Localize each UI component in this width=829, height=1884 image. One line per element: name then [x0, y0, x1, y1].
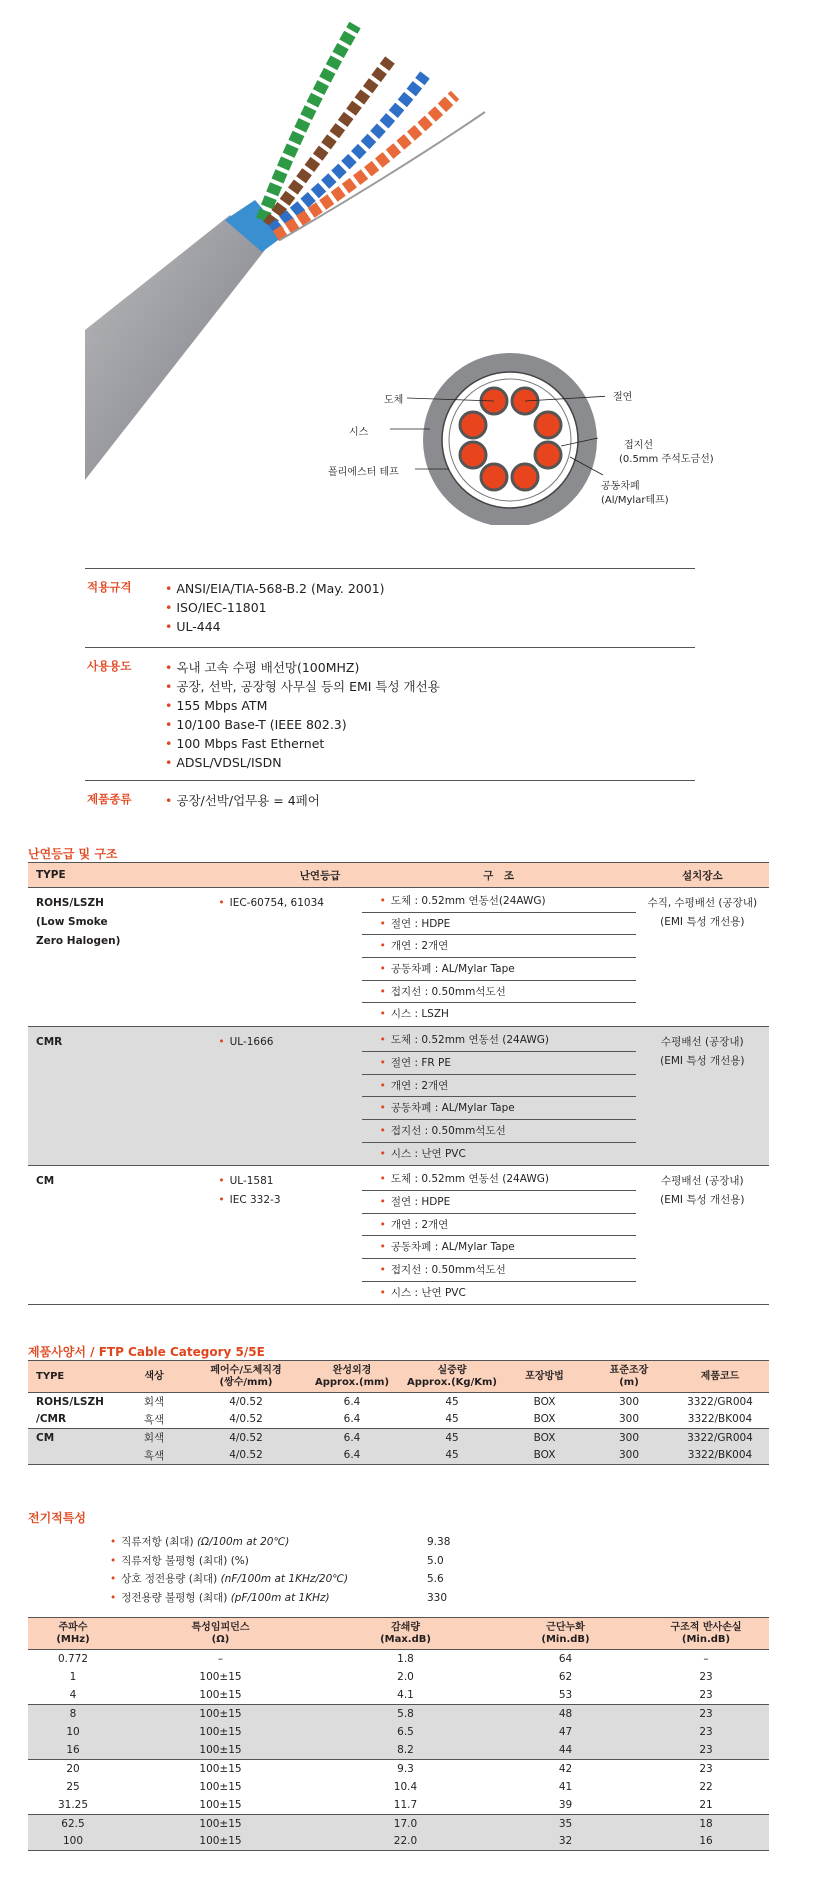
freq-cell: 100±15: [199, 1670, 242, 1683]
bullet-icon: •: [110, 1554, 117, 1567]
freq-cell: 0.772: [57, 1652, 89, 1665]
bullet-icon: •: [110, 1536, 117, 1548]
spec-row: [28, 1429, 769, 1447]
freq-cell: 20: [28, 1759, 118, 1777]
spec-cell-pairs: 4/0.52: [229, 1413, 263, 1426]
col-location: 설치장소: [636, 863, 769, 888]
label-shield-spec: (Al/Mylar테프): [601, 495, 669, 506]
structure-item: • 절연 : HDPE: [362, 1191, 636, 1214]
freq-cell: 25: [66, 1780, 80, 1793]
freq-cell: 23: [643, 1759, 769, 1777]
flame-row-location: 수직, 수평배선 (공장내) (EMI 특성 개선용): [647, 897, 758, 928]
spec-cell-code: 3322/GR004: [687, 1395, 753, 1408]
freq-row: [28, 1796, 769, 1814]
rating-item: • IEC 332-3: [218, 1194, 281, 1207]
freq-row: [28, 1778, 769, 1796]
structure-list: [362, 1029, 636, 1165]
bullet-icon: •: [218, 1036, 225, 1049]
structure-item: • 접지선 : 0.50mm석도선: [362, 1120, 636, 1143]
freq-cell: 42: [488, 1759, 643, 1777]
freq-cell: 8: [28, 1704, 118, 1722]
spec-cell-color: 회색: [143, 1396, 165, 1409]
freq-row: [28, 1759, 769, 1777]
param-row: [110, 1533, 450, 1552]
freq-cell: 23: [643, 1723, 769, 1741]
spec-item: • UL-444: [165, 617, 385, 636]
spec-item: • 100 Mbps Fast Ethernet: [165, 734, 440, 753]
spec-cell-weight: 45: [402, 1429, 502, 1447]
spec-cell-length: 300: [618, 1413, 640, 1426]
bullet-icon: •: [218, 1175, 225, 1188]
frequency-table: [28, 1617, 769, 1851]
freq-cell: 1.8: [397, 1652, 414, 1665]
param-value: 330: [427, 1591, 448, 1604]
spec-cell-type: ROHS/LSZH: [36, 1395, 104, 1408]
spec-cell-type: CM: [28, 1429, 118, 1447]
freq-cell: 39: [558, 1798, 573, 1811]
spec-applications: [85, 647, 695, 772]
structure-list: [362, 890, 636, 1026]
spec-cell-pairs: 4/0.52: [229, 1395, 263, 1408]
structure-item: • 공동차폐 : AL/Mylar Tape: [362, 1097, 636, 1120]
spec-cell-length: 300: [618, 1395, 640, 1408]
freq-cell: 1: [69, 1670, 77, 1683]
spec-col-header: TYPE: [28, 1361, 118, 1393]
spec-col-header: 제품코드: [671, 1361, 769, 1393]
bullet-icon: •: [379, 985, 386, 998]
flame-row-structure: [362, 888, 636, 1027]
freq-cell: 23: [699, 1670, 713, 1683]
structure-item: • 시스 : 난연 PVC: [379, 1286, 466, 1299]
pair-orange: [276, 95, 455, 236]
freq-col-header: 특성임피던스 (Ω): [118, 1618, 323, 1650]
flame-row-ratings: [178, 888, 361, 1027]
flame-row-location: 수평배선 (공장내) (EMI 특성 개선용): [660, 1175, 745, 1207]
freq-cell: 23: [643, 1704, 769, 1722]
spec-cell-pairs: 4/0.52: [190, 1429, 302, 1447]
bullet-icon: •: [379, 1034, 386, 1047]
structure-item: • 도체 : 0.52mm 연동선 (24AWG): [362, 1168, 636, 1191]
freq-cell: 18: [643, 1814, 769, 1832]
flame-row-type: CM: [36, 1175, 55, 1188]
rating-item: • IEC-60754, 61034: [218, 897, 324, 909]
spec-cell-code: 3322/GR004: [671, 1429, 769, 1447]
spec-item: • 공장/선박/업무용 = 4페어: [165, 791, 320, 810]
structure-item: • 시스 : 난연 PVC: [379, 1147, 466, 1160]
bullet-icon: •: [110, 1591, 117, 1604]
spec-col-header: 표준조장 (m): [587, 1361, 671, 1393]
spec-cell-pack: BOX: [502, 1429, 587, 1447]
flame-row-structure: [362, 1166, 636, 1305]
freq-cell: 44: [488, 1741, 643, 1759]
section-title-flame-rating: 난연등급 및 구조: [28, 847, 118, 861]
freq-cell: 8.2: [323, 1741, 488, 1759]
freq-cell: 100±15: [118, 1832, 323, 1850]
bullet-icon: •: [379, 1264, 386, 1276]
freq-cell: 47: [488, 1723, 643, 1741]
freq-row: [28, 1814, 769, 1832]
param-value: 5.6: [427, 1573, 444, 1585]
bullet-icon: •: [379, 917, 386, 930]
spec-cell-pairs: 4/0.52: [190, 1447, 302, 1465]
label-shield: 공동차폐: [601, 481, 640, 492]
freq-cell: 10.4: [393, 1780, 418, 1793]
spec-item: • 공장, 선박, 공장형 사무실 등의 EMI 특성 개선용: [165, 677, 440, 696]
freq-cell: 62: [558, 1670, 573, 1683]
freq-cell: –: [217, 1652, 224, 1665]
freq-cell: 41: [558, 1780, 573, 1793]
label-polyester-tape: 폴리에스터 테프: [328, 467, 399, 478]
freq-cell: 21: [699, 1798, 713, 1811]
structure-item: • 도체 : 0.52mm 연동선 (24AWG): [362, 1029, 636, 1052]
bullet-icon: •: [379, 1218, 386, 1231]
freq-cell: 100±15: [118, 1723, 323, 1741]
param-row: [110, 1570, 450, 1589]
freq-cell: 2.0: [397, 1670, 414, 1683]
freq-row: [28, 1650, 769, 1668]
bullet-icon: •: [379, 1173, 386, 1186]
param-value: 9.38: [427, 1536, 451, 1548]
col-type: TYPE: [28, 863, 178, 888]
flame-row-type: CMR: [36, 1036, 63, 1049]
flame-row-ratings: [178, 1027, 361, 1166]
freq-cell: 62.5: [28, 1814, 118, 1832]
spec-items: [165, 658, 440, 772]
rating-item: • UL-1581: [218, 1175, 274, 1188]
structure-item: • 절연 : HDPE: [362, 913, 636, 936]
freq-row: [28, 1686, 769, 1704]
freq-cell: 35: [488, 1814, 643, 1832]
spec-products: [85, 780, 695, 810]
spec-cell-pack: BOX: [502, 1447, 587, 1465]
spec-standards: [85, 568, 695, 636]
param-label: • 직류저항 (최대) (Ω/100m at 20℃): [110, 1536, 290, 1548]
label-drain-wire: 접지선: [624, 440, 653, 451]
flame-row-type: ROHS/LSZH (Low Smoke Zero Halogen): [36, 897, 121, 947]
flame-row: [28, 1166, 769, 1305]
label-insulation: 절연: [613, 392, 633, 403]
freq-cell: 100±15: [118, 1814, 323, 1832]
freq-cell: 53: [558, 1688, 573, 1701]
spec-cell-weight: 45: [445, 1413, 459, 1426]
spec-items: [165, 791, 320, 810]
param-label: • 직류저항 불평형 (최대) (%): [110, 1554, 249, 1567]
freq-col-header: 근단누화 (Min.dB): [488, 1618, 643, 1650]
freq-cell: 100±15: [199, 1798, 242, 1811]
freq-cell: 23: [643, 1741, 769, 1759]
freq-col-header: 구조적 반사손실 (Min.dB): [643, 1618, 769, 1650]
bullet-icon: •: [379, 1195, 386, 1208]
spec-heading: 제품종류: [87, 792, 132, 806]
flame-rating-table: [28, 862, 769, 1305]
product-spec-table: [28, 1360, 769, 1465]
spec-row: [28, 1411, 769, 1429]
freq-cell: 22: [699, 1780, 713, 1793]
freq-cell: 100±15: [199, 1780, 242, 1793]
bullet-icon: •: [379, 1286, 386, 1299]
spec-item: • 옥내 고속 수평 배선망(100MHZ): [165, 658, 440, 677]
freq-cell: 22.0: [323, 1832, 488, 1850]
freq-cell: 23: [699, 1688, 713, 1701]
freq-cell: 5.8: [323, 1704, 488, 1722]
spec-col-header: 실중량 Approx.(Kg/Km): [402, 1361, 502, 1393]
structure-item: • 개연 : 2개연: [362, 935, 636, 958]
cable-cross-section: [345, 345, 605, 525]
freq-row: [28, 1723, 769, 1741]
freq-row: [28, 1832, 769, 1850]
freq-cell: 100±15: [118, 1704, 323, 1722]
flame-row-structure: [362, 1027, 636, 1166]
label-sheath: 시스: [349, 427, 369, 438]
param-value: 5.0: [427, 1554, 444, 1567]
section-title-electrical: 전기적특성: [28, 1511, 86, 1525]
freq-cell: 4: [69, 1688, 77, 1701]
spec-cell-color: 회색: [118, 1429, 190, 1447]
param-label: • 상호 정전용량 (최대) (nF/100m at 1KHz/20℃): [110, 1573, 349, 1585]
structure-item: • 공동차폐 : AL/Mylar Tape: [362, 1236, 636, 1259]
freq-cell: 6.5: [323, 1723, 488, 1741]
bullet-icon: •: [379, 1008, 386, 1021]
param-row: [110, 1589, 450, 1608]
freq-cell: 17.0: [323, 1814, 488, 1832]
freq-cell: 64: [558, 1652, 573, 1665]
freq-cell: 48: [488, 1704, 643, 1722]
freq-cell: 16: [643, 1832, 769, 1850]
spec-cell-od: 6.4: [302, 1447, 402, 1465]
rating-item: • UL-1666: [218, 1036, 274, 1049]
spec-item: • 10/100 Base-T (IEEE 802.3): [165, 715, 440, 734]
spec-cell-code: 3322/BK004: [671, 1447, 769, 1465]
freq-col-header: 감쇄량 (Max.dB): [323, 1618, 488, 1650]
param-row: [110, 1552, 450, 1571]
spec-cell-pack: BOX: [533, 1395, 556, 1408]
structure-list: [362, 1168, 636, 1304]
freq-row: [28, 1741, 769, 1759]
bullet-icon: •: [379, 1102, 386, 1115]
col-rating: 난연등급: [178, 863, 361, 888]
bullet-icon: •: [379, 1079, 386, 1092]
bullet-icon: •: [379, 895, 386, 907]
structure-item: • 도체 : 0.52mm 연동선(24AWG): [362, 890, 636, 913]
freq-col-header: 주파수 (MHz): [28, 1618, 118, 1650]
spec-cell-color: 흑색: [143, 1413, 165, 1426]
freq-cell: 100: [28, 1832, 118, 1850]
param-unit: (pF/100m at 1KHz): [230, 1591, 330, 1604]
freq-cell: 31.25: [57, 1798, 89, 1811]
structure-item: • 접지선 : 0.50mm석도선: [362, 981, 636, 1004]
freq-cell: 100±15: [118, 1741, 323, 1759]
section-title-product-spec: 제품사양서 / FTP Cable Category 5/5E: [28, 1345, 265, 1359]
bullet-icon: •: [379, 963, 386, 976]
freq-cell: 11.7: [393, 1798, 418, 1811]
spec-cell-pack: BOX: [533, 1413, 556, 1426]
col-structure: 구 조: [362, 863, 636, 888]
spec-item: • 155 Mbps ATM: [165, 696, 440, 715]
flame-row-location: 수평배선 (공장내) (EMI 특성 개선용): [660, 1036, 745, 1068]
param-label: • 정전용량 불평형 (최대) (pF/100m at 1KHz): [110, 1591, 330, 1604]
spec-col-header: 포장방법: [502, 1361, 587, 1393]
bullet-icon: •: [218, 897, 225, 909]
bullet-icon: •: [379, 1241, 386, 1254]
bullet-icon: •: [379, 940, 386, 953]
spec-cell-type: [28, 1447, 118, 1465]
spec-items: [165, 579, 385, 636]
flame-row-ratings: [178, 1166, 361, 1305]
spec-col-header: 색상: [118, 1361, 190, 1393]
freq-cell: 100±15: [118, 1759, 323, 1777]
freq-cell: 4.1: [397, 1688, 414, 1701]
spec-row: [28, 1393, 769, 1411]
freq-cell: 9.3: [323, 1759, 488, 1777]
bullet-icon: •: [379, 1124, 386, 1137]
structure-item: • 공동차폐 : AL/Mylar Tape: [362, 958, 636, 981]
spec-cell-od: 6.4: [302, 1429, 402, 1447]
spec-cell-od: 6.4: [343, 1395, 361, 1408]
label-conductor: 도체: [384, 395, 404, 406]
param-unit: (Ω/100m at 20℃): [196, 1536, 290, 1548]
spec-cell-length: 300: [587, 1447, 671, 1465]
spec-heading: 적용규격: [87, 580, 132, 594]
spec-item: • ISO/IEC-11801: [165, 598, 385, 617]
spec-cell-weight: 45: [445, 1395, 459, 1408]
bullet-icon: •: [110, 1573, 117, 1585]
freq-cell: 100±15: [199, 1688, 242, 1701]
flame-row: [28, 888, 769, 1027]
structure-item: • 접지선 : 0.50mm석도선: [362, 1259, 636, 1282]
spec-col-header: 페어수/도체직경 (쌍수/mm): [190, 1361, 302, 1393]
param-unit: (nF/100m at 1KHz/20℃): [220, 1573, 349, 1585]
bullet-icon: •: [379, 1056, 386, 1069]
spec-col-header: 완성외경 Approx.(mm): [302, 1361, 402, 1393]
structure-item: • 절연 : FR PE: [362, 1052, 636, 1075]
freq-row: [28, 1668, 769, 1686]
spec-cell-code: 3322/BK004: [687, 1413, 753, 1426]
flame-row: [28, 1027, 769, 1166]
freq-cell: 10: [28, 1723, 118, 1741]
label-drain-wire-spec: (0.5mm 주석도금선): [619, 454, 714, 465]
spec-cell-length: 300: [587, 1429, 671, 1447]
freq-row: [28, 1704, 769, 1722]
spec-cell-weight: 45: [402, 1447, 502, 1465]
cable-jacket: [85, 215, 265, 480]
bullet-icon: •: [218, 1194, 225, 1207]
spec-item: • ADSL/VDSL/ISDN: [165, 753, 440, 772]
freq-cell: 16: [28, 1741, 118, 1759]
spec-cell-color: 흑색: [118, 1447, 190, 1465]
freq-cell: 32: [488, 1832, 643, 1850]
spec-cell-type: /CMR: [36, 1413, 67, 1426]
freq-cell: –: [703, 1652, 709, 1665]
structure-item: • 개연 : 2개연: [362, 1214, 636, 1237]
structure-item: • 개연 : 2개연: [362, 1075, 636, 1098]
spec-row: [28, 1447, 769, 1465]
structure-item: • 시스 : LSZH: [379, 1008, 449, 1021]
spec-cell-od: 6.4: [343, 1413, 361, 1426]
spec-item: • ANSI/EIA/TIA-568-B.2 (May. 2001): [165, 579, 385, 598]
bullet-icon: •: [379, 1147, 386, 1160]
spec-heading: 사용용도: [87, 659, 132, 673]
electrical-params: [110, 1533, 450, 1607]
